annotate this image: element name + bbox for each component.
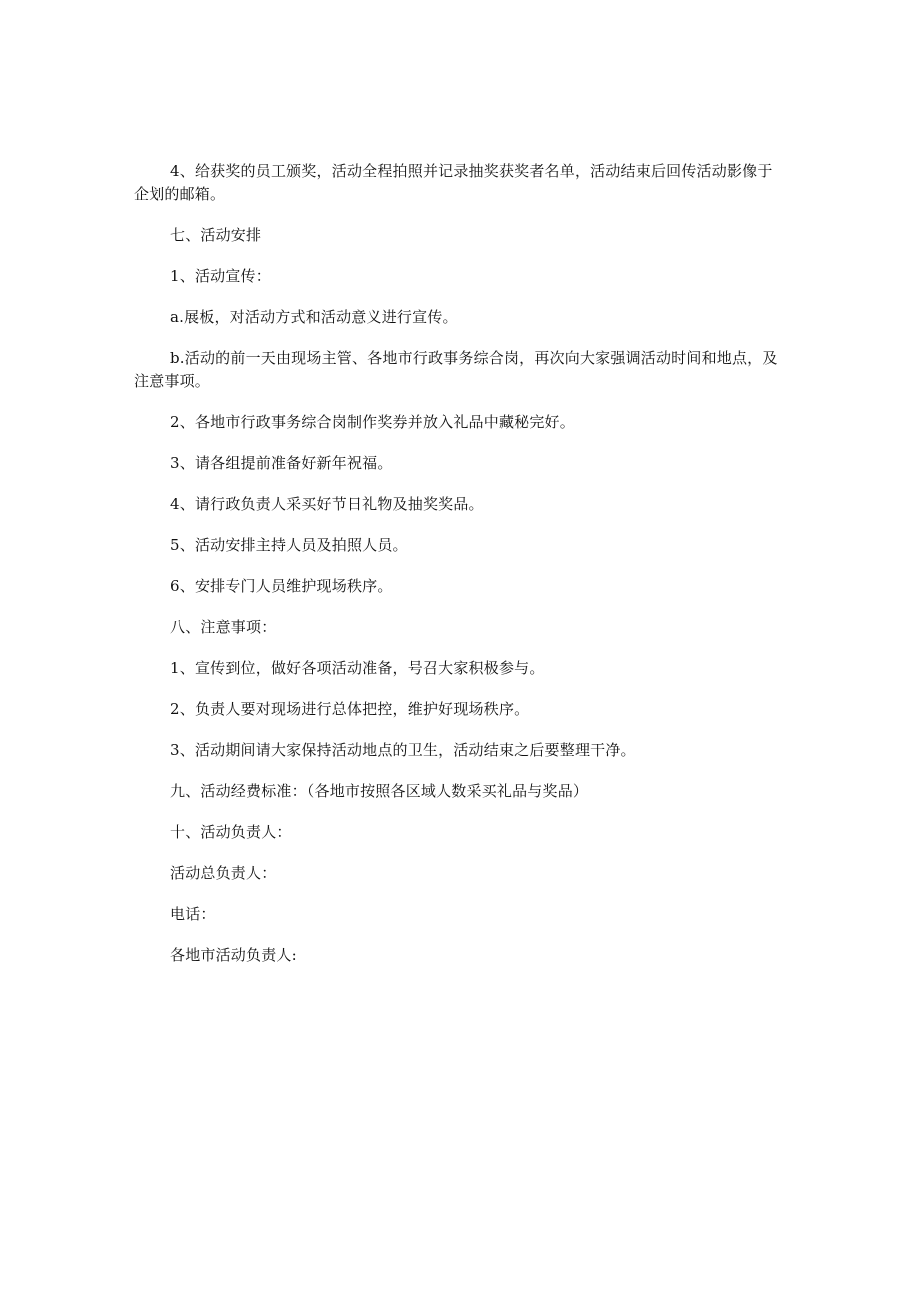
paragraph-hygiene: 3、活动期间请大家保持活动地点的卫生，活动结束之后要整理干净。 [170, 741, 636, 759]
heading-section-9: 九、活动经费标准：（各地市按照各区域人数采买礼品与奖品） [170, 782, 589, 800]
heading-section-8: 八、注意事项： [170, 618, 277, 636]
paragraph-award-ceremony: 4、给获奖的员工颁奖，活动全程拍照并记录抽奖获奖者名单，活动结束后回传活动影像于企划的邮箱。 [134, 162, 773, 203]
heading-section-10: 十、活动负责人： [170, 823, 292, 841]
paragraph-display-board: a.展板，对活动方式和活动意义进行宣传。 [170, 308, 458, 326]
paragraph-publicity: 1、宣传到位，做好各项活动准备，号召大家积极参与。 [170, 659, 545, 677]
paragraph-host-photographer: 5、活动安排主持人员及拍照人员。 [170, 536, 408, 554]
paragraph-vouchers: 2、各地市行政事务综合岗制作奖券并放入礼品中藏秘完好。 [170, 413, 575, 431]
label-city-in-charge: 各地市活动负责人: [170, 946, 297, 964]
paragraph-overall-control: 2、负责人要对现场进行总体把控，维护好现场秩序。 [170, 700, 530, 718]
paragraph-order-maintenance: 6、安排专门人员维护现场秩序。 [170, 577, 393, 595]
paragraph-new-year-wishes: 3、请各组提前准备好新年祝福。 [170, 454, 393, 472]
heading-section-7: 七、活动安排 [170, 226, 262, 244]
paragraph-day-before-notice: b.活动的前一天由现场主管、各地市行政事务综合岗，再次向大家强调活动时间和地点，及注意事项。 [134, 349, 778, 390]
label-chief-in-charge: 活动总负责人： [170, 864, 277, 882]
paragraph-gifts-purchase: 4、请行政负责人采买好节日礼物及抽奖奖品。 [170, 495, 484, 513]
paragraph-promotion: 1、活动宣传： [170, 267, 271, 285]
label-phone: 电话： [170, 905, 216, 923]
document-body [134, 160, 784, 985]
